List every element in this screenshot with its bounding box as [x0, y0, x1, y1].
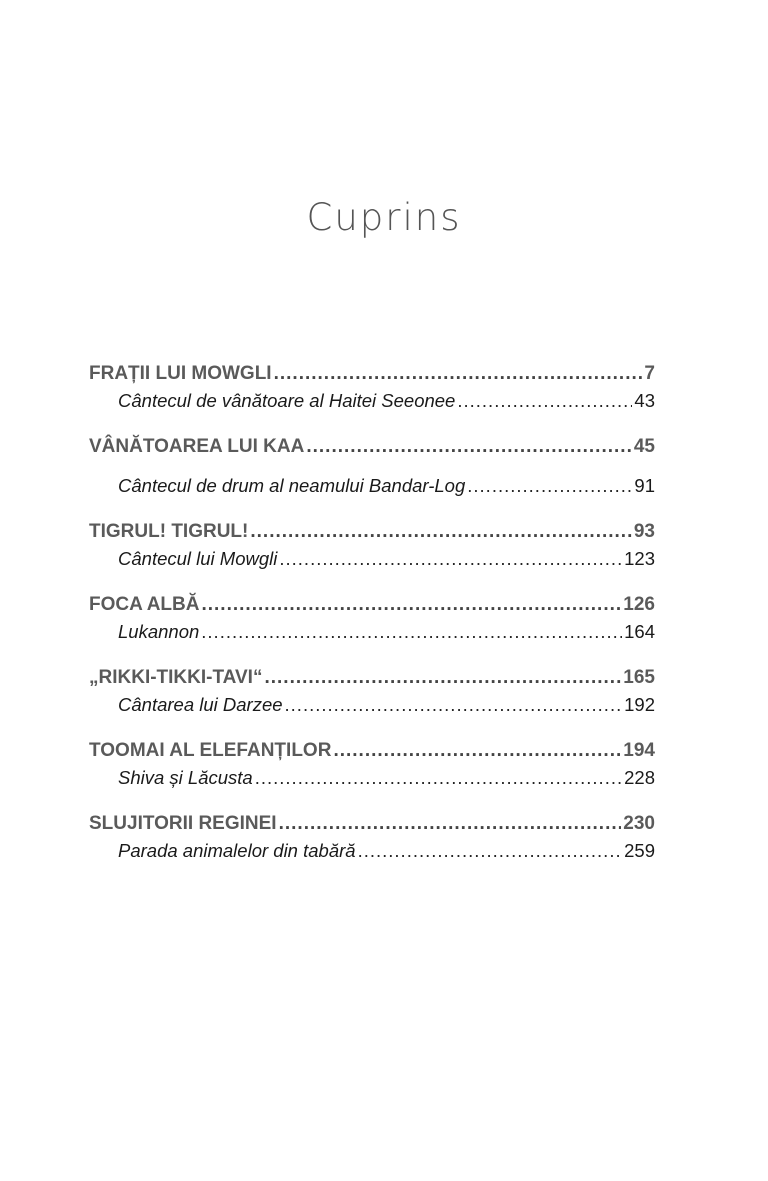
toc-group: [89, 810, 655, 864]
toc-chapter-entry[interactable]: [89, 591, 655, 618]
leader-dots: [306, 433, 632, 460]
toc-group: [89, 591, 655, 645]
toc-group: [89, 360, 655, 414]
page-number: 164: [624, 621, 655, 642]
chapter-title: VÂNĂTOAREA LUI KAA: [89, 436, 305, 457]
page-number: 7: [644, 363, 655, 384]
page-number: 194: [623, 740, 655, 761]
chapter-title: TOOMAI AL ELEFANȚILOR: [89, 740, 332, 761]
toc-group: [89, 664, 655, 718]
page-number: 93: [633, 521, 655, 542]
leader-dots: [358, 837, 623, 864]
toc-chapter-entry[interactable]: [89, 518, 655, 545]
leader-dots: [457, 387, 632, 414]
toc-chapter-entry[interactable]: [89, 810, 655, 837]
sub-title: Parada animalelor din tabără: [118, 840, 356, 861]
toc-group: [89, 433, 655, 499]
toc-chapter-entry[interactable]: [89, 664, 655, 691]
sub-title: Cântecul lui Mowgli: [118, 548, 278, 569]
sub-title: Cântarea lui Darzee: [118, 694, 283, 715]
page-number: 230: [623, 813, 655, 834]
toc-sub-entry[interactable]: [89, 618, 655, 645]
toc-sub-entry[interactable]: [89, 545, 655, 572]
page-number: 126: [623, 594, 655, 615]
toc-sub-entry[interactable]: [89, 387, 655, 414]
toc-chapter-entry[interactable]: [89, 360, 655, 387]
toc-group: [89, 737, 655, 791]
sub-title: Shiva și Lăcusta: [118, 767, 253, 788]
table-of-contents: [89, 360, 655, 883]
toc-sub-entry[interactable]: [89, 691, 655, 718]
leader-dots: [279, 545, 622, 572]
leader-dots: [250, 518, 632, 545]
page-number: 91: [634, 475, 655, 496]
page-title: Cuprins: [306, 196, 462, 239]
chapter-title: SLUJITORII REGINEI: [89, 813, 277, 834]
toc-chapter-entry[interactable]: [89, 433, 655, 460]
toc-sub-entry[interactable]: [89, 764, 655, 791]
toc-group: [89, 518, 655, 572]
leader-dots: [467, 472, 632, 499]
chapter-title: FRAȚII LUI MOWGLI: [89, 363, 272, 384]
sub-title: Cântecul de drum al neamului Bandar-Log: [118, 475, 466, 496]
leader-dots: [201, 591, 621, 618]
toc-sub-entry[interactable]: [89, 837, 655, 864]
page-number: 259: [624, 840, 655, 861]
chapter-title: TIGRUL! TIGRUL!: [89, 521, 249, 542]
leader-dots: [279, 810, 622, 837]
page-number: 43: [634, 390, 655, 411]
sub-title: Cântecul de vânătoare al Haitei Seeonee: [118, 390, 456, 411]
leader-dots: [201, 618, 622, 645]
chapter-title: FOCA ALBĂ: [89, 594, 200, 615]
page-number: 228: [624, 767, 655, 788]
leader-dots: [285, 691, 623, 718]
toc-sub-entry[interactable]: [89, 472, 655, 499]
leader-dots: [274, 360, 643, 387]
page-number: 192: [624, 694, 655, 715]
chapter-title: „RIKKI-TIKKI-TAVI“: [89, 667, 263, 688]
leader-dots: [264, 664, 621, 691]
sub-title: Lukannon: [118, 621, 200, 642]
leader-dots: [333, 737, 621, 764]
page-number: 165: [623, 667, 655, 688]
leader-dots: [255, 764, 622, 791]
toc-chapter-entry[interactable]: [89, 737, 655, 764]
page-number: 45: [633, 436, 655, 457]
page-number: 123: [624, 548, 655, 569]
